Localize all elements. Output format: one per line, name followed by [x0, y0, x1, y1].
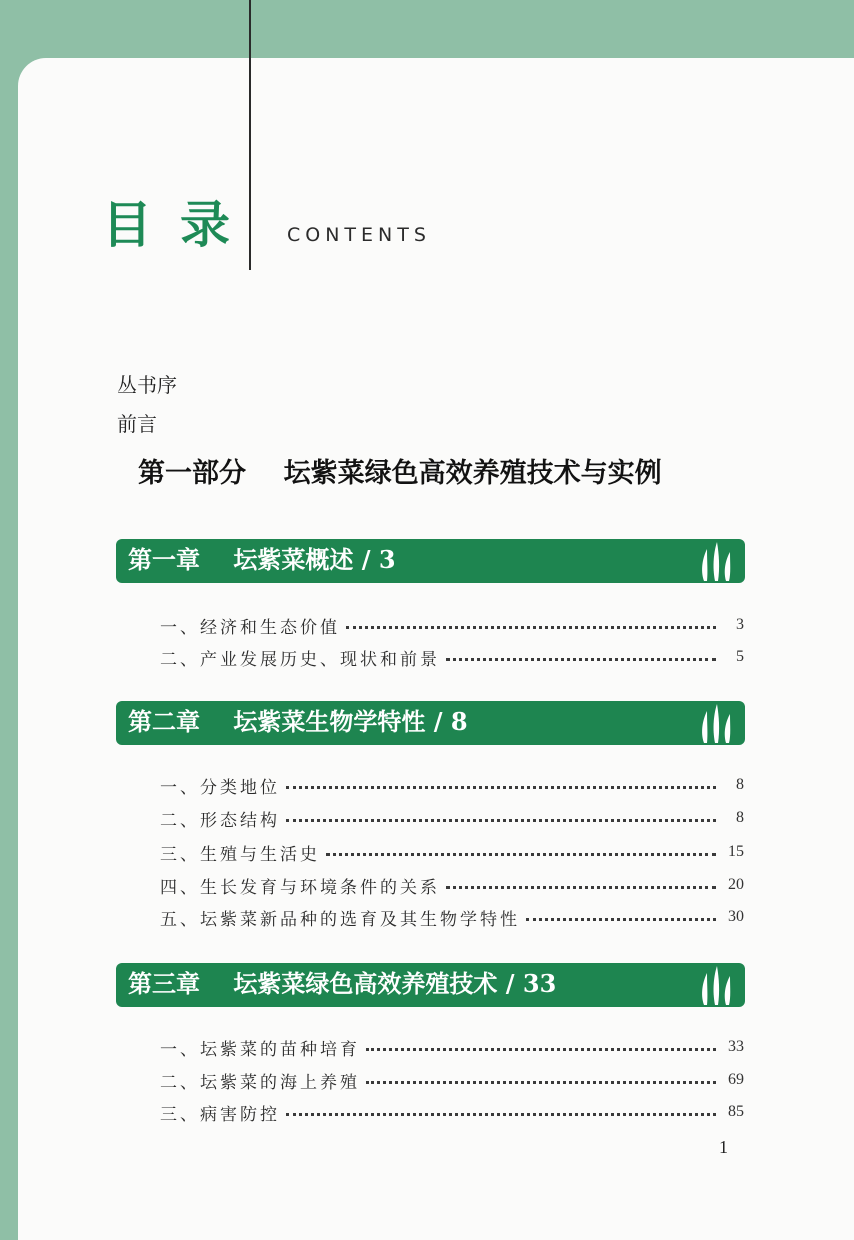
- page-number: 1: [719, 1137, 728, 1157]
- front-matter-preface[interactable]: 前言: [117, 412, 157, 436]
- toc-entry[interactable]: [160, 838, 744, 866]
- part-title: 第一部分 坛紫菜绿色高效养殖技术与实例: [138, 458, 662, 489]
- chapter-2-label: 第二章 坛紫菜生物学特性 / 8: [128, 707, 468, 736]
- dot-leader: [526, 918, 716, 921]
- dot-leader: [446, 658, 716, 661]
- toc-title: 目录: [102, 196, 258, 254]
- dot-leader: [326, 853, 716, 856]
- toc-entry[interactable]: [160, 771, 744, 799]
- toc-subtitle: CONTENTS: [287, 224, 431, 246]
- toc-entry-title: 一、坛紫菜的苗种培育: [160, 1039, 360, 1060]
- toc-entry-title: 二、形态结构: [160, 810, 280, 831]
- dot-leader: [366, 1048, 716, 1051]
- toc-entry[interactable]: [160, 643, 744, 671]
- toc-entry[interactable]: [160, 611, 744, 639]
- grass-icon: [695, 702, 737, 744]
- toc-entry-page: 8: [736, 809, 744, 826]
- grass-icon: [695, 540, 737, 582]
- toc-entry[interactable]: [160, 1033, 744, 1061]
- dot-leader: [286, 1113, 716, 1116]
- chapter-3-bar[interactable]: [116, 963, 745, 1007]
- dot-leader: [286, 786, 716, 789]
- toc-entry-page: 85: [728, 1103, 744, 1120]
- toc-entry[interactable]: [160, 804, 744, 832]
- toc-entry-page: 15: [728, 843, 744, 860]
- toc-entry-title: 四、生长发育与环境条件的关系: [160, 877, 440, 898]
- toc-entry[interactable]: [160, 903, 744, 931]
- toc-entry-page: 8: [736, 776, 744, 793]
- toc-entry-title: 三、病害防控: [160, 1104, 280, 1125]
- toc-entry-title: 三、生殖与生活史: [160, 844, 320, 865]
- chapter-1-bar[interactable]: [116, 539, 745, 583]
- grass-icon: [695, 964, 737, 1006]
- toc-entry-title: 二、产业发展历史、现状和前景: [160, 649, 440, 670]
- toc-entry-page: 20: [728, 876, 744, 893]
- front-matter-series-preface[interactable]: 丛书序: [117, 373, 177, 397]
- toc-entry-page: 3: [736, 616, 744, 633]
- toc-entry-title: 一、分类地位: [160, 777, 280, 798]
- toc-entry-title: 二、坛紫菜的海上养殖: [160, 1072, 360, 1093]
- toc-entry[interactable]: [160, 871, 744, 899]
- chapter-3-label: 第三章 坛紫菜绿色高效养殖技术 / 33: [128, 969, 557, 998]
- dot-leader: [346, 626, 716, 629]
- toc-entry[interactable]: [160, 1098, 744, 1126]
- toc-entry-page: 69: [728, 1071, 744, 1088]
- toc-entry-page: 5: [736, 648, 744, 665]
- dot-leader: [446, 886, 716, 889]
- toc-entry[interactable]: [160, 1066, 744, 1094]
- dot-leader: [286, 819, 716, 822]
- chapter-1-label: 第一章 坛紫菜概述 / 3: [128, 545, 396, 574]
- toc-entry-title: 五、坛紫菜新品种的选育及其生物学特性: [160, 909, 520, 930]
- toc-entry-page: 30: [728, 908, 744, 925]
- toc-entry-title: 一、经济和生态价值: [160, 617, 340, 638]
- dot-leader: [366, 1081, 716, 1084]
- chapter-2-bar[interactable]: [116, 701, 745, 745]
- toc-entry-page: 33: [728, 1038, 744, 1055]
